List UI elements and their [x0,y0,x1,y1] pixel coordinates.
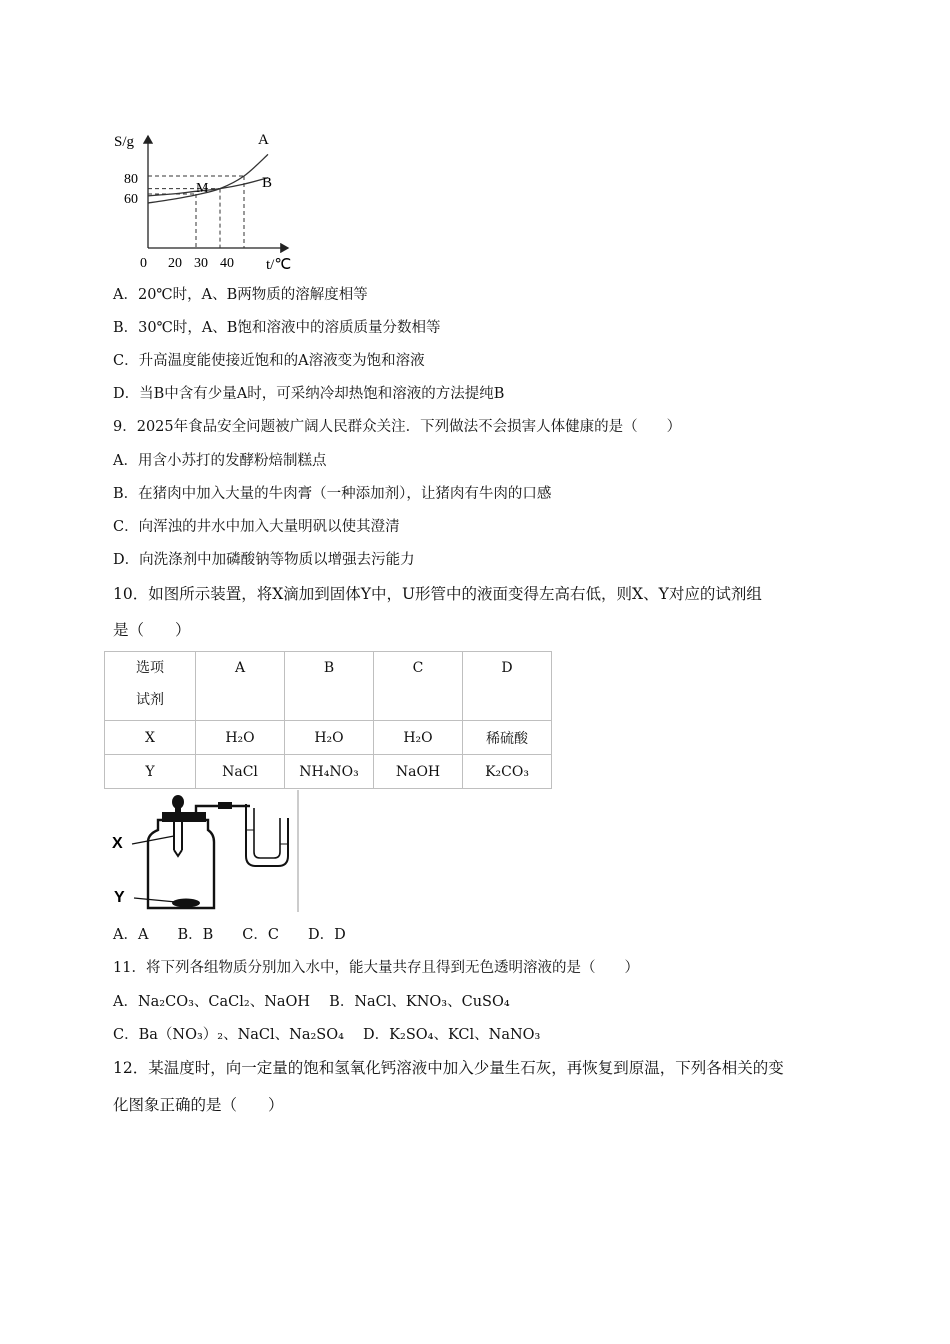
y-axis-label: S/g [114,134,135,150]
label-y: Y [114,889,125,906]
q9-option-c: C．向浑浊的井水中加入大量明矾以使其澄清 [113,519,400,535]
stopper [162,812,206,822]
cell-x-c: H₂O [374,721,463,755]
q9-option-b: B．在猪肉中加入大量的牛肉膏（一种添加剂），让猪肉有牛肉的口感 [113,486,552,502]
column-header-c: C [374,652,463,721]
reagent-table [104,651,552,789]
q8-option-c: C．升高温度能使接近饱和的A溶液变为饱和溶液 [113,353,425,369]
column-header-b: B [285,652,374,721]
solid-y [172,899,200,908]
q11-options-line1: A．Na₂CO₃、CaCl₂、NaOH B．NaCl、KNO₃、CuSO₄ [113,994,510,1010]
cell-y-c: NaOH [374,755,463,789]
label-x: X [112,835,123,852]
q9-option-d: D．向洗涤剂中加磷酸钠等物质以增强去污能力 [113,552,415,568]
row-label-y: Y [105,755,196,789]
q9-option-a: A．用含小苏打的发酵粉焙制糕点 [113,453,327,469]
q11-options-line2: C．Ba（NO₃）₂、NaCl、Na₂SO₄ D．K₂SO₄、KCl、NaNO₃ [113,1027,541,1043]
q12-stem-line1: 12．某温度时，向一定量的饱和氢氧化钙溶液中加入少量生石灰，再恢复到原温，下列各相关的变 [113,1059,784,1077]
q8-option-b: B．30℃时，A、B饱和溶液中的溶质质量分数相等 [113,320,441,336]
q12-stem-line2: 化图象正确的是（ ） [113,1096,284,1114]
x-axis-label: t/℃ [266,257,292,273]
point-label-m: M [196,181,209,196]
q8-option-d: D．当B中含有少量A时，可采纳冷却热饱和溶液的方法提纯B [113,386,505,402]
apparatus-figure [110,790,300,912]
cell-x-d: 稀硫酸 [463,721,552,755]
y-tick-80: 80 [124,172,138,187]
cell-y-a: NaCl [196,755,285,789]
x-tick-30: 30 [194,256,208,271]
row-label-x: X [105,721,196,755]
q10-stem-line1: 10．如图所示装置，将X滴加到固体Y中，U形管中的液面变得左高右低，则X、Y对应的试剂组 [113,585,762,603]
dropper-bulb [172,795,184,809]
cell-y-b: NH₄NO₃ [285,755,374,789]
column-header-d: D [463,652,552,721]
header-cell [105,652,196,721]
q9-stem: 9．2025年食品安全问题被广阔人民群众关注．下列做法不会损害人体健康的是（ ） [113,419,682,435]
cell-x-b: H₂O [285,721,374,755]
curve-label-a: A [258,132,269,148]
x-tick-40: 40 [220,256,234,271]
y-tick-60: 60 [124,192,138,207]
column-header-a: A [196,652,285,721]
q10-options: A．A B．B C．C D．D [113,927,346,943]
u-tube [246,804,288,866]
cell-x-a: H₂O [196,721,285,755]
curve-label-b: B [262,175,273,191]
q11-stem: 11．将下列各组物质分别加入水中，能大量共存且得到无色透明溶液的是（ ） [113,960,639,976]
q10-stem-line2: 是（ ） [113,621,191,639]
header-bottom: 试剂 [136,692,164,708]
x-tick-20: 20 [168,256,182,271]
header-top: 选项 [136,660,164,676]
x-tick-0: 0 [140,256,147,271]
q8-option-a: A．20℃时，A、B两物质的溶解度相等 [113,287,368,303]
cell-y-d: K₂CO₃ [463,755,552,789]
solubility-chart [110,128,300,276]
